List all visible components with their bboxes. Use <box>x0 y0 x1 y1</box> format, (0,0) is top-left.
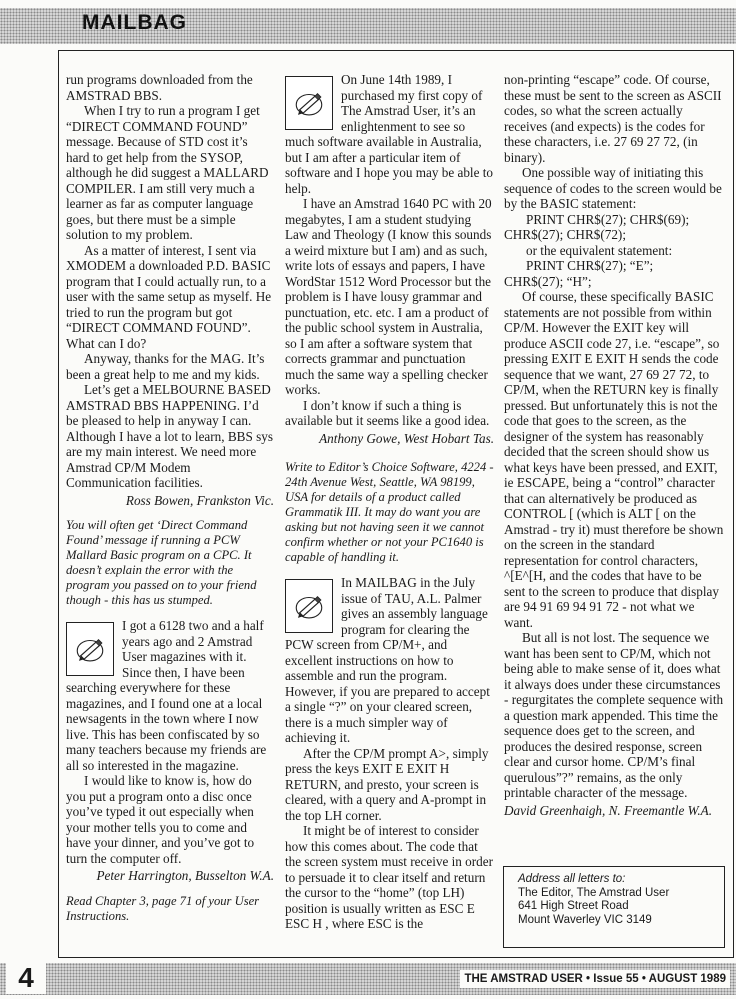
basic-statement: CHR$(27); “H”; <box>504 273 592 289</box>
pencil-icon <box>285 76 333 130</box>
issue-line: THE AMSTRAD USER • Issue 55 • AUGUST 1989 <box>460 970 730 988</box>
address-line: The Editor, The Amstrad User <box>518 886 670 899</box>
letter-1-signature: Ross Bowen, Frankston Vic. <box>125 492 274 508</box>
column-2 <box>285 72 494 932</box>
letter-2-signature: Peter Harrington, Busselton W.A. <box>96 868 274 883</box>
basic-statement: PRINT CHR$(27); CHR$(69); <box>526 211 690 227</box>
letter-1-paragraph: When I try to run a program I get “DIRECT COMMAND FOUND” message. Because of STD cost it’s hard to get help from the SYSOP, although he did suggest a MALLARD COMPILER. I am still very much a learner as far as computer language goes, but there must be a simple solution to my problem. <box>66 103 269 242</box>
letter-4-paragraph: In MAILBAG in the July issue of TAU, A.L. Palmer gives an assembly language program for clearing the PCW screen from CP/M+, and excellent instructions on how to assemble and run the program. However, if you are prepared to accept a single “?” on your cleared screen, there is a much simpler way of achieving it. <box>285 575 490 745</box>
letter-2-paragraph: I got a 6128 two and a half years ago and 2 Amstrad User magazines with it. Since then, I have been searching everywhere for these magazines, and I found one at a local newsagents in the town where I now live. This has been confiscated by so many teachers because my friends are all so interested in the magazine. <box>66 618 267 773</box>
editor-reply-1: You will often get ‘Direct Command Found’ message if running a PCW Mallard Basic program on a CPC. It doesn’t explain the error with the program you passed on to your friend though - this has us stumped. <box>66 518 257 607</box>
address-lead: Address all letters to: <box>518 873 626 885</box>
address-line: 641 High Street Road <box>518 900 629 912</box>
address-box <box>503 866 725 948</box>
letter-4-paragraph: It might be of interest to consider how this comes about. The code that the screen system must receive in order to persuade it to clear itself and return the cursor to the “home” (top LH) position is usually written as ESC E ESC H , where ESC is the <box>285 823 493 931</box>
basic-statement-lead: or the equivalent statement: <box>526 242 673 258</box>
basic-statement: CHR$(27); CHR$(72); <box>504 227 626 242</box>
letter-4-signature: David Greenhaigh, N. Freemantle W.A. <box>504 802 713 818</box>
letter-4 <box>285 575 494 746</box>
pencil-icon <box>66 622 114 676</box>
letter-4-paragraph: After the CP/M prompt A>, simply press the keys EXIT E EXIT H RETURN, and presto, your screen is cleared, with a query and A-prompt in the top LH corner. <box>285 745 489 823</box>
pencil-icon <box>285 579 333 633</box>
basic-statement: PRINT CHR$(27); “E”; <box>526 258 654 273</box>
letter-3-paragraph: On June 14th 1989, I purchased my first copy of The Amstrad User, it’s an enlightenment to see so much software available in Australia, but I am after a particular item of software and I hope you may be able to help. <box>285 72 493 196</box>
letter-4-paragraph: But all is not lost. The sequence we want has been sent to CP/M, which not being able to make sense of it, does what it always does under these circumstances - regurgitates the complete sequence with a question mark appended. This time the sequence does get to the screen, and produces the desired response, screen clear and cursor home. CP/M’s final querulous”?” remains, as the only printable character of the message. <box>504 630 724 800</box>
letter-4-paragraph: non-printing “escape” code. Of course, these must be sent to the screen as ASCII codes, so what the screen actually receives (and expects) is the codes for these characters, i.e. 27 69 27 72, (in binary). <box>504 72 722 165</box>
letter-3-signature: Anthony Gowe, West Hobart Tas. <box>319 430 494 446</box>
letter-1-paragraph: Let’s get a MELBOURNE BASED AMSTRAD BBS HAPPENING. I’d be pleased to help in anyway I can. Although I have a lot to learn, BBS sys are my main interest. We need more Amstrad CP/M Modem Communication facilities. <box>66 382 273 490</box>
letter-2-paragraph: I would like to know is, how do you put a program onto a disc once you’ve typed it out especially when your mother tells you to come and have your dinner, and you’ve got to turn the computer off. <box>66 773 255 866</box>
letter-1-paragraph: As a matter of interest, I sent via XMODEM a downloaded P.D. BASIC program that I could actually run, to a user with the same setup as myself. He tried to run the program but got “DIRECT COMMAND FOUND”. What can I do? <box>66 242 272 351</box>
letter-4-paragraph: Of course, these specifically BASIC statements are not possible from within CP/M. However the EXIT key will produce ASCII code 27, i.e. “escape”, so pressing EXIT E EXIT H sends the code sequence that we want, 27 69 27 72, to CP/M, when the RETURN key is finally pressed. But unfortunately this is not the code that goes to the screen, as the designer of the system has reasonably decided that the screen should show us what keys have been pressed, and EXIT, ie ESCAPE, being a “control” character that can alternatively be produced as CONTROL [ (which is ALT [ on the Amstrad - try it) must therefore be shown on the screen in the standard representation for control characters, ^[E^[H, and the codes that have to be sent to the screen to produce that display are 94 91 69 94 91 72 - not what we want. <box>504 289 724 630</box>
letter-3-paragraph: I don’t know if such a thing is available but it seems like a good idea. <box>285 397 490 428</box>
page-number: 4 <box>6 962 46 994</box>
column-1 <box>66 72 274 924</box>
editor-reply-3: Write to Editor’s Choice Software, 4224 - 24th Avenue West, Seattle, WA 98199, USA for details of a product called Grammatik III. It may do want you are asking but not having seen it we cannot confirm whether or not your PC1640 is capable of handling it. <box>285 460 494 564</box>
editor-reply-2: Read Chapter 3, page 71 of your User Instructions. <box>66 893 260 923</box>
letter-3 <box>285 72 494 196</box>
section-title: MAILBAG <box>82 11 187 34</box>
column-3 <box>504 72 726 818</box>
letter-2 <box>66 618 274 773</box>
address-line: Mount Waverley VIC 3149 <box>518 913 652 926</box>
letter-3-paragraph: I have an Amstrad 1640 PC with 20 megabytes, I am a student studying Law and Theology (I know this sounds a weird mixture but I am) and as such, write lots of essays and papers, I have WordStar 1512 Word Processor but the problem is I have lousy grammar and punctuation, etc. etc. I am a product of the public school system in Australia, so I am after a software system that corrects grammar and punctuation much the same way a spelling checker works. <box>285 196 492 397</box>
letter-4-paragraph: One possible way of initiating this sequence of codes to the screen would be by the BASIC statement: <box>504 165 722 211</box>
letter-1-paragraph: run programs downloaded from the AMSTRAD BBS. <box>66 72 253 103</box>
letter-1-paragraph: Anyway, thanks for the MAG. It’s been a great help to me and my kids. <box>66 351 265 382</box>
